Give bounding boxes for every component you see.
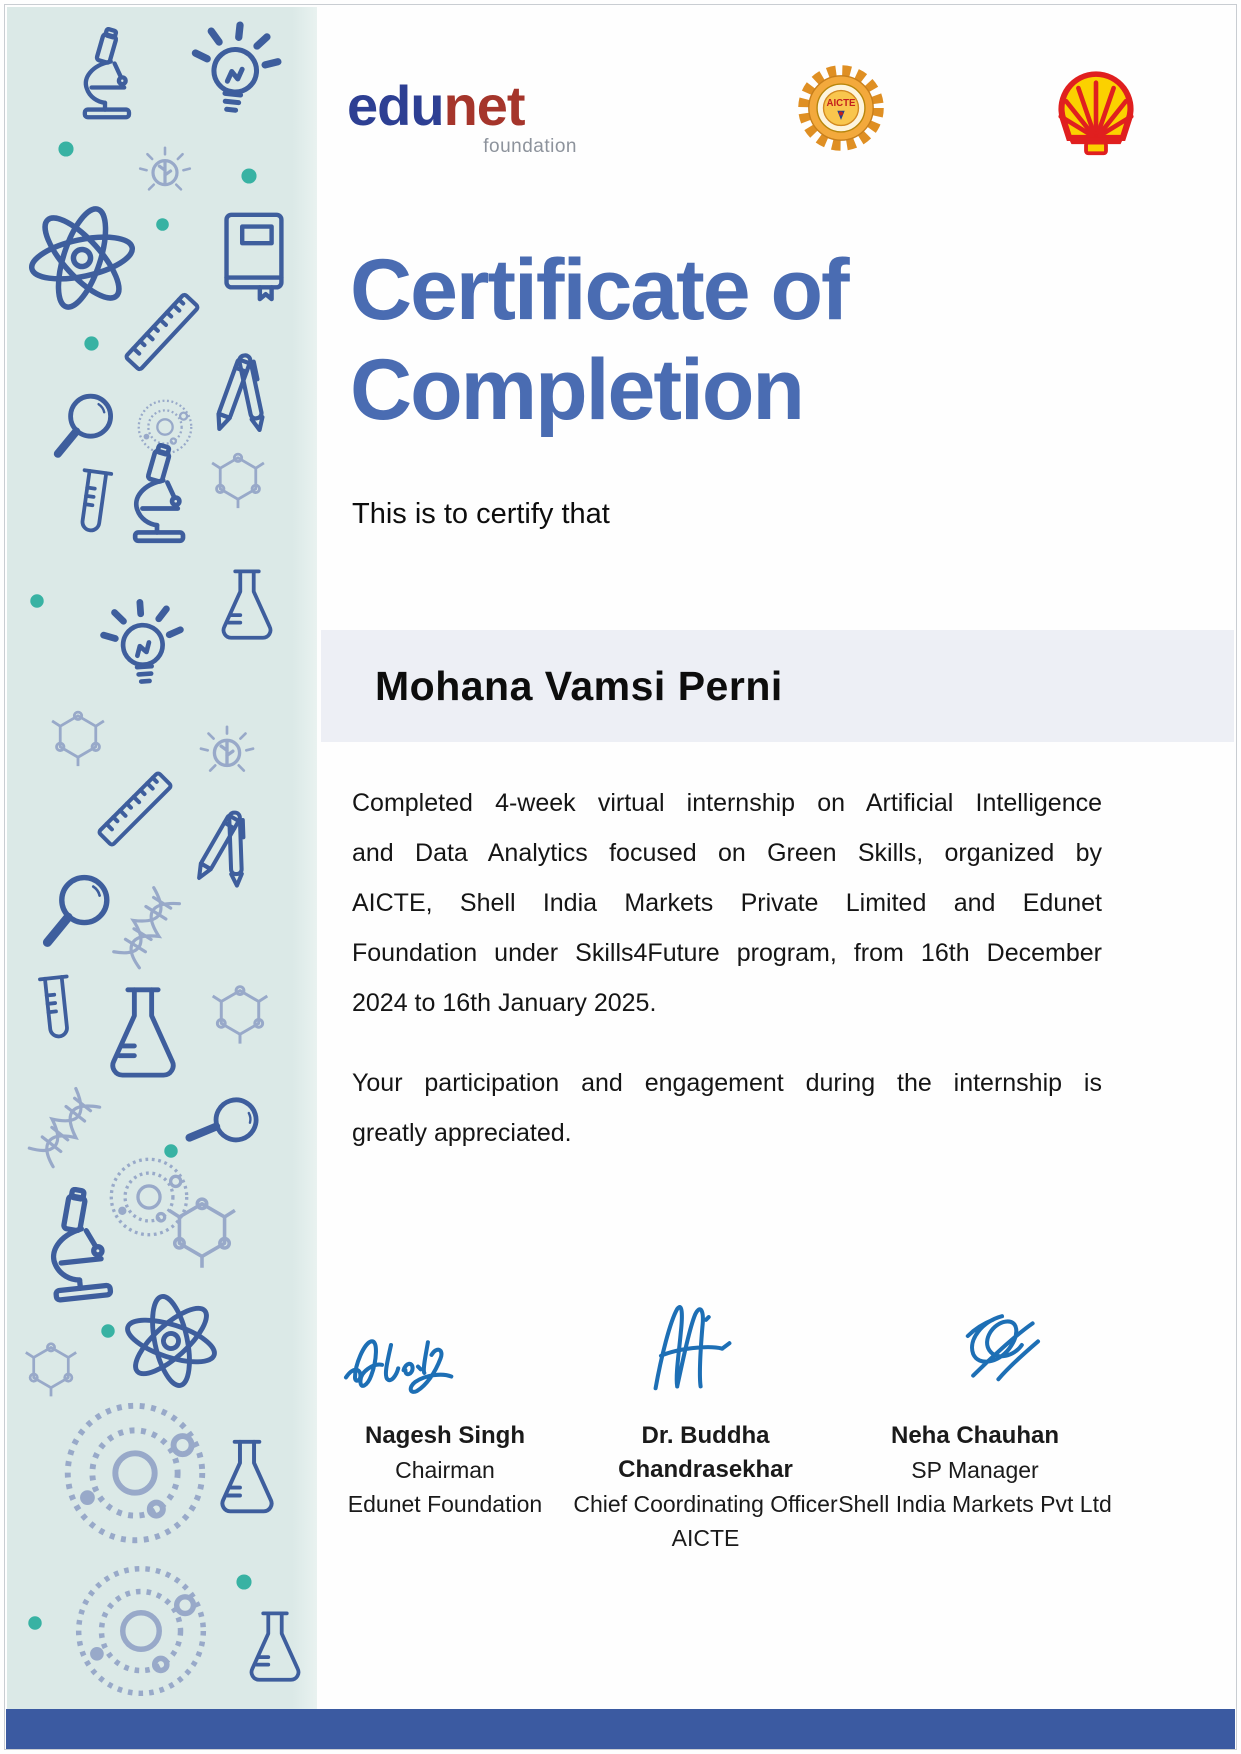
signatory-name: Neha Chauhan [890, 1422, 1060, 1449]
body-line: AICTE, Shell India Markets Private Limited and Edunet [352, 889, 1102, 917]
dot-doodle-icon [240, 167, 258, 185]
signature-block-shell [830, 1300, 1120, 1521]
flask-doodle-icon [233, 1605, 317, 1689]
dot-doodle-icon [235, 1573, 253, 1591]
svg-text:AICTE: AICTE [826, 98, 856, 110]
brain-doodle-icon [125, 127, 205, 207]
book-doodle-icon [203, 205, 301, 303]
ruler-doodle-icon [87, 761, 183, 857]
signature-block-edunet [330, 1300, 560, 1521]
signatory-role: SP Manager [911, 1457, 1039, 1483]
signatory-role: Chairman [395, 1457, 495, 1483]
title-line-2: Completion [350, 342, 803, 438]
edunet-foundation-label: foundation [483, 136, 577, 157]
certify-intro-text: This is to certify that [352, 498, 610, 530]
recipient-name: Mohana Vamsi Perni [375, 662, 783, 709]
signature-scribble-icon [598, 1300, 814, 1408]
microscope-doodle-icon [105, 443, 209, 547]
certificate-title [350, 240, 848, 440]
shell-pecten-icon [1050, 66, 1142, 170]
dot-doodle-icon [83, 335, 100, 352]
signatory-name: Dr. Buddha Chandrasekhar [618, 1422, 793, 1483]
molecule-doodle-icon [201, 975, 279, 1053]
body-paragraph [352, 778, 1102, 1028]
molecule-doodle-icon [155, 1185, 249, 1279]
body-line: Your participation and engagement during the internship is [352, 1069, 1102, 1097]
dot-doodle-icon [29, 593, 45, 609]
dot-doodle-icon [27, 1615, 43, 1631]
signatory-role: Chief Coordinating Officer [573, 1491, 838, 1517]
footer-accent-bar [6, 1709, 1235, 1749]
brain-doodle-icon [185, 705, 269, 789]
sidebar [7, 7, 317, 1709]
recipient-name-band [321, 630, 1234, 742]
aicte-logo-icon [795, 62, 887, 154]
signature-scribble-icon [867, 1300, 1083, 1408]
dot-doodle-icon [100, 1323, 116, 1339]
orbit-doodle-icon [65, 1555, 217, 1707]
body-line: and Data Analytics focused on Green Skills, organized by [352, 839, 1102, 867]
body-line: Foundation under Skills4Future program, from 16th December [352, 939, 1102, 967]
signatory-name: Nagesh Singh [364, 1422, 526, 1449]
bulb-doodle-icon [87, 591, 198, 702]
flask-doodle-icon [205, 563, 289, 647]
flask-doodle-icon [203, 1433, 291, 1521]
pens-doodle-icon [167, 795, 278, 906]
signature-block-aicte [558, 1300, 853, 1555]
signatory-org: Shell India Markets Pvt Ltd [838, 1491, 1112, 1517]
title-line-1: Certificate of [350, 242, 848, 338]
signatory-org: Edunet Foundation [347, 1491, 543, 1517]
signature-scribble-icon [337, 1300, 553, 1408]
bulb-doodle-icon [173, 11, 296, 134]
body-line: greatly appreciated. [352, 1119, 572, 1147]
edunet-wordmark: edunet [347, 74, 525, 137]
body-line: 2024 to 16th January 2025. [352, 989, 657, 1017]
microscope-doodle-icon [57, 27, 153, 123]
molecule-doodle-icon [201, 443, 275, 517]
edunet-foundation-logo [347, 74, 577, 158]
dot-doodle-icon [155, 217, 170, 232]
body-paragraph [352, 1058, 1102, 1158]
dot-doodle-icon [57, 140, 75, 158]
flask-doodle-icon [89, 979, 197, 1087]
orbit-doodle-icon [53, 1391, 217, 1555]
signatory-org: AICTE [671, 1525, 740, 1551]
pens-doodle-icon [189, 347, 289, 447]
body-line: Completed 4-week virtual internship on Artificial Intelligence [352, 789, 1102, 817]
body-text [352, 778, 1102, 1188]
microscope-doodle-icon [11, 1181, 141, 1311]
